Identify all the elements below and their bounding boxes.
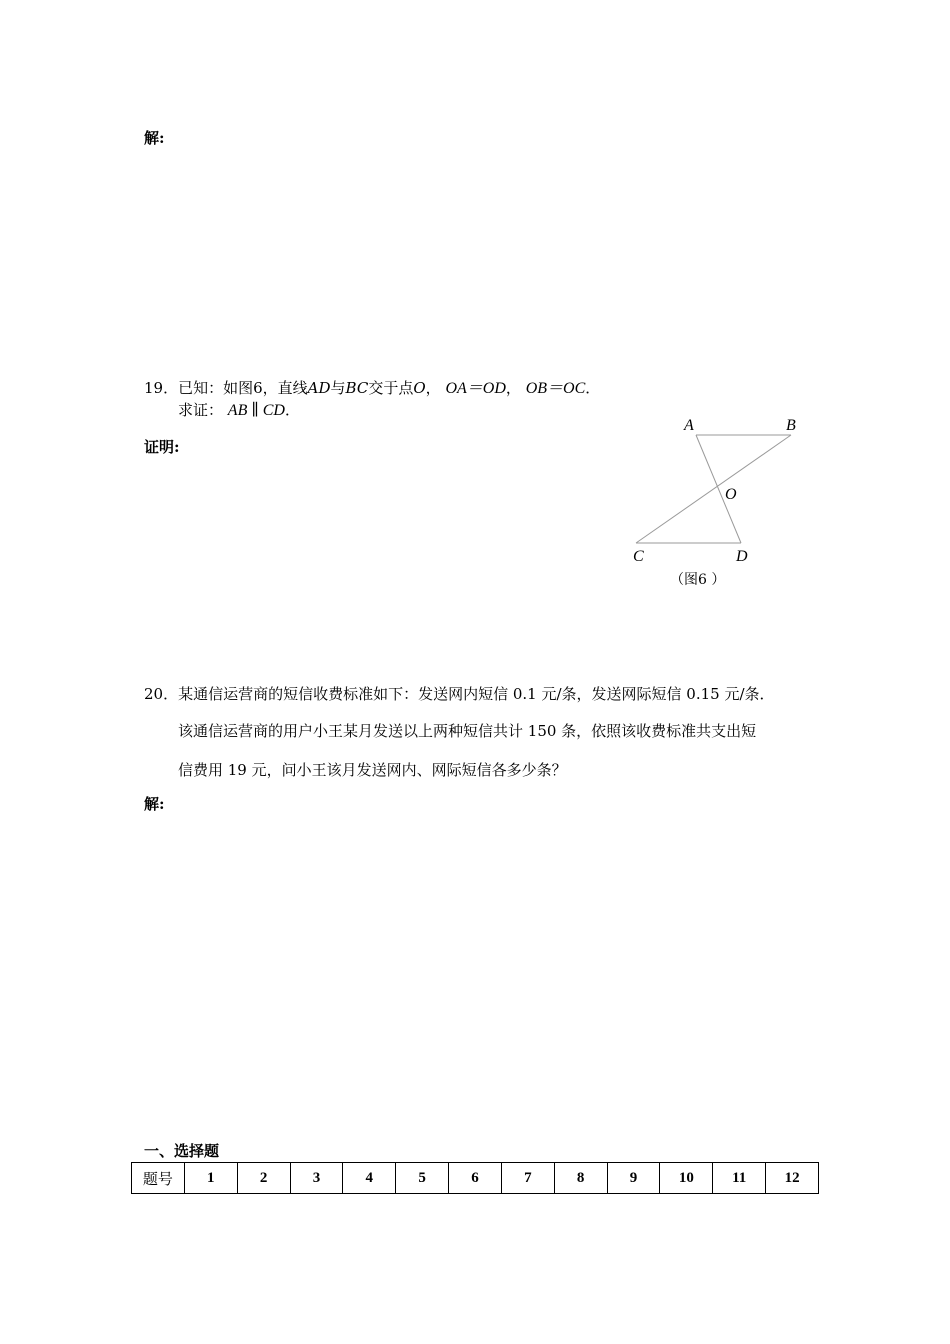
table-cell: 8 [554, 1163, 607, 1194]
q19-prove-statement: AB ∥ CD [227, 402, 285, 419]
q20-line-3: 信费用 19 元，问小王该月发送网内、网际短信各多少条？ [178, 761, 567, 779]
table-cell: 5 [396, 1163, 449, 1194]
table-cell: 2 [237, 1163, 290, 1194]
table-cell: 4 [343, 1163, 396, 1194]
q19-text: ． [284, 401, 300, 419]
q19-figure [620, 410, 820, 590]
table-cell: 11 [713, 1163, 766, 1194]
q19-text: ． [585, 379, 601, 397]
segment-bc [636, 435, 791, 543]
section-heading: 一、选择题 [144, 1142, 220, 1160]
q19-equation-2: OB＝OC [525, 380, 586, 397]
table-cell: 7 [501, 1163, 554, 1194]
q19-prove [178, 399, 300, 420]
q19-given-prefix: 已知：如图 [178, 379, 254, 397]
q20-solution-label: 解: [144, 795, 165, 813]
table-row [132, 1163, 819, 1194]
label-d: D [736, 548, 748, 565]
q19-fig-no: 6 [253, 379, 263, 397]
q19-seg-ad: AD [307, 379, 331, 397]
table-cell: 10 [660, 1163, 713, 1194]
q19-prove-prefix: 求证： [178, 401, 224, 419]
q19-equation-1: OA＝OD [445, 380, 506, 397]
label-c: C [633, 548, 644, 565]
label-b: B [786, 417, 796, 434]
label-a: A [684, 417, 694, 434]
q19-number: 19． [144, 379, 179, 397]
q19-point-o: O [413, 379, 426, 397]
table-cell: 6 [449, 1163, 502, 1194]
table-cell: 3 [290, 1163, 343, 1194]
q19-text: 与 [330, 379, 346, 397]
q19-text: ， [505, 379, 521, 397]
label-o: O [725, 486, 737, 503]
figure-caption: （图6 ） [670, 572, 726, 588]
q19-text: 交于点 [368, 379, 414, 397]
q20-line-2: 该通信运营商的用户小王某月发送以上两种短信共计 150 条，依照该收费标准共支出短 [178, 722, 757, 740]
answer-table [131, 1162, 819, 1194]
q19-text: ， [425, 379, 441, 397]
q19-proof-label: 证明: [144, 438, 180, 456]
q18-solution-label: 解: [144, 129, 165, 147]
table-cell: 12 [766, 1163, 819, 1194]
q19-text: ，直线 [262, 379, 308, 397]
table-cell: 9 [607, 1163, 660, 1194]
table-cell: 1 [184, 1163, 237, 1194]
q20-line-1: 20．某通信运营商的短信收费标准如下：发送网内短信 0.1 元/条，发送网际短信 0.15 元/条． [144, 685, 775, 703]
q19-given [144, 375, 600, 398]
table-header-cell: 题号 [132, 1163, 185, 1194]
q19-seg-bc: BC [345, 379, 369, 397]
